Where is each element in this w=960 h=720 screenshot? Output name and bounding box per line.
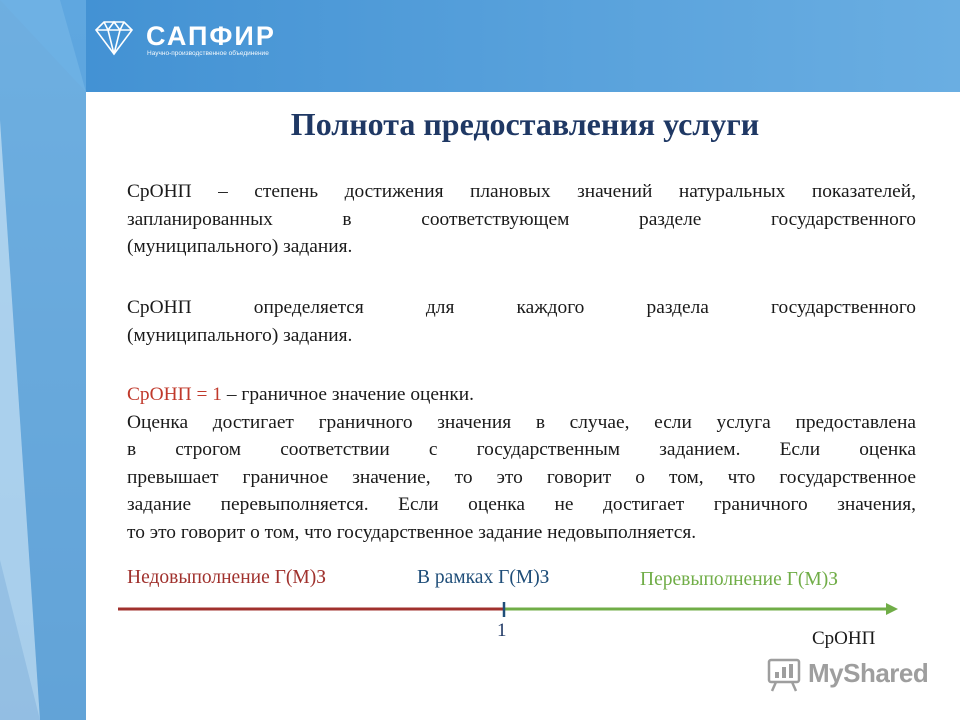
definition-line: СрОНП – степень достижения плановых значений натуральных показателей, <box>127 181 916 202</box>
watermark-text: MyShared <box>808 658 929 688</box>
brand-name: САПФИР <box>146 21 276 51</box>
explanation-line: Оценка достигает граничного значения в случае, если услуга предоставлена <box>127 411 916 433</box>
definition-line: (муниципального) задания. <box>127 236 353 257</box>
definition-line: запланированных в соответствующем разделе государственного <box>127 208 916 230</box>
explanation-line: в строгом соответствии с государственным заданием. Если оценка <box>127 439 916 460</box>
arrow-head-icon <box>886 603 898 615</box>
threshold-value: 1 <box>497 620 507 641</box>
explanation-line: задание перевыполняется. Если оценка не достигает граничного значения, <box>127 494 916 515</box>
explanation-line: превышает граничное значение, то это говорит о том, что государственное <box>127 466 916 488</box>
under-fulfillment-label: Недовыполнение Г(М)З <box>127 567 326 588</box>
scope-line: (муниципального) задания. <box>127 324 353 346</box>
axis-label: СрОНП <box>812 628 876 649</box>
scope-line: СрОНП определяется для каждого раздела государственного <box>127 297 916 318</box>
boundary-text: – граничное значение оценки. <box>221 384 475 405</box>
boundary-formula: СрОНП = 1 <box>127 384 222 405</box>
scope-paragraph <box>127 294 916 349</box>
brand-subtitle: Научно-производственное объединение <box>147 50 269 57</box>
slide-title: Полнота предоставления услуги <box>290 106 760 142</box>
definition-paragraph <box>127 178 916 261</box>
within-task-label: В рамках Г(М)З <box>417 567 550 588</box>
over-fulfillment-label: Перевыполнение Г(М)З <box>640 569 838 590</box>
evaluation-scale <box>116 592 906 622</box>
boundary-line <box>127 381 916 409</box>
explanation-line: то это говорит о том, что государственное задание недовыполняется. <box>127 521 697 543</box>
explanation-paragraph <box>127 381 916 546</box>
